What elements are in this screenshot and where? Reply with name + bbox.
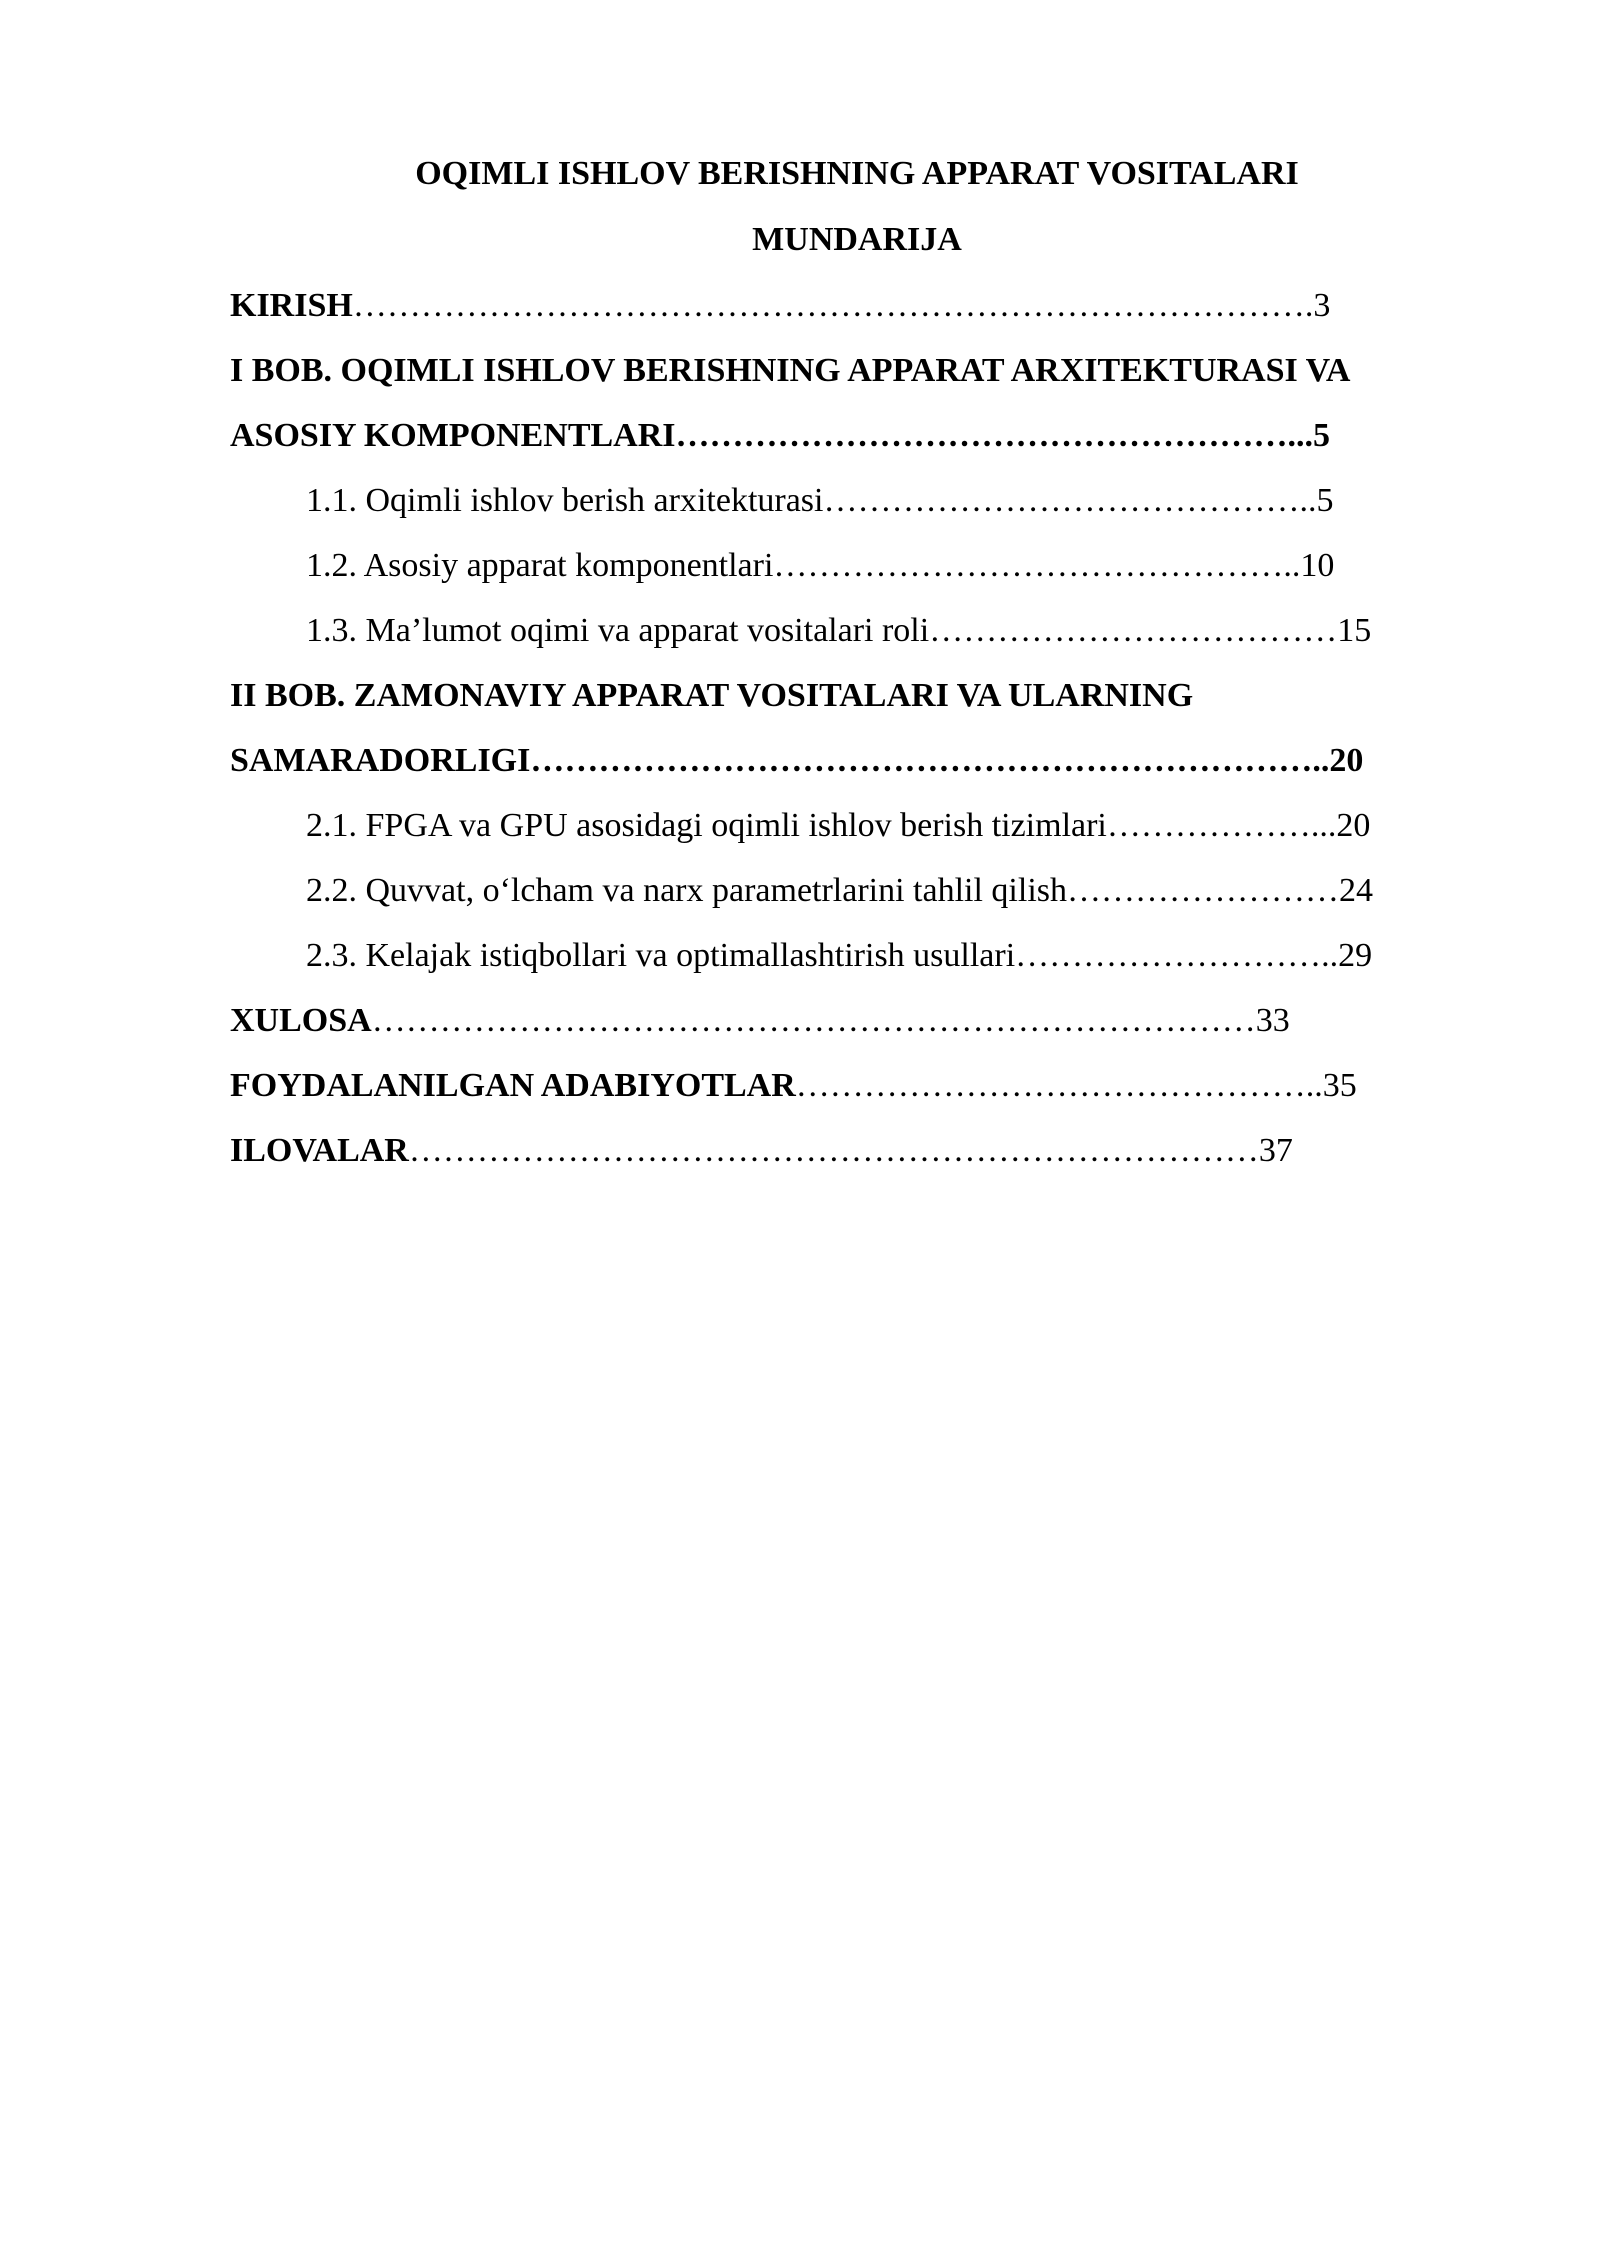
toc-entry-page: ..10 bbox=[1283, 547, 1335, 584]
toc-entry-leader: …………………………………………………………………… bbox=[371, 1002, 1256, 1039]
toc-entry-ilovalar bbox=[230, 1131, 1293, 1171]
toc-entry-page: 33 bbox=[1255, 1002, 1290, 1039]
toc-entry-kirish bbox=[230, 286, 1330, 326]
document-title: OQIMLI ISHLOV BERISHNING APPARAT VOSITALARI bbox=[415, 155, 1299, 192]
toc-entry-page: ...5 bbox=[1287, 417, 1331, 454]
toc-entry-leader: ……………… bbox=[1106, 807, 1311, 844]
toc-entry-leader: …………………… bbox=[1067, 872, 1339, 909]
toc-entry-leader: ………………………………………………………………………… bbox=[352, 287, 1305, 324]
toc-section-2-3 bbox=[306, 936, 1372, 976]
toc-entry-label: SAMARADORLIGI bbox=[230, 742, 531, 779]
toc-entry-leader: ………………………………………………………………… bbox=[408, 1132, 1259, 1169]
toc-entry-label: 1.2. Asosiy apparat komponentlari bbox=[306, 547, 774, 584]
toc-entry-page: ..5 bbox=[1299, 482, 1334, 519]
toc-entry-leader: ……………………………………… bbox=[795, 1067, 1306, 1104]
toc-chapter-1-title: I BOB. OQIMLI ISHLOV BERISHNING APPARAT ARXITEKTURASI VA bbox=[230, 352, 1351, 389]
toc-entry-page: ..35 bbox=[1305, 1067, 1357, 1104]
toc-entry-label: 1.1. Oqimli ishlov berish arxitekturasi bbox=[306, 482, 824, 519]
toc-entry-label: 1.3. Ma’lumot oqimi va apparat vositalari roli bbox=[306, 612, 930, 649]
toc-entry-page: 24 bbox=[1339, 872, 1373, 909]
toc-section-2-2 bbox=[306, 871, 1373, 911]
toc-entry-page: 37 bbox=[1258, 1132, 1293, 1169]
toc-entry-leader: ……………………………… bbox=[929, 612, 1338, 649]
toc-chapter-2-title: II BOB. ZAMONAVIY APPARAT VOSITALARI VA ULARNING bbox=[230, 677, 1194, 714]
toc-entry-leader: ……………………………………………… bbox=[675, 417, 1288, 454]
toc-entry-label: FOYDALANILGAN ADABIYOTLAR bbox=[230, 1067, 796, 1104]
toc-entry-leader: ……………………… bbox=[1015, 937, 1322, 974]
toc-entry-page: ...20 bbox=[1310, 807, 1371, 844]
toc-section-1-1 bbox=[306, 481, 1334, 521]
toc-entry-page: ..29 bbox=[1321, 937, 1373, 974]
toc-entry-xulosa bbox=[230, 1001, 1290, 1041]
toc-entry-leader: …………………………………………………………… bbox=[530, 742, 1313, 779]
toc-chapter-1-entry bbox=[230, 416, 1330, 456]
toc-entry-label: KIRISH bbox=[230, 287, 353, 324]
toc-entry-label: 2.2. Quvvat, o‘lcham va narx parametrlarini tahlil qilish bbox=[306, 872, 1067, 909]
toc-section-1-3 bbox=[306, 611, 1371, 651]
toc-entry-adabiyotlar bbox=[230, 1066, 1357, 1106]
toc-entry-page: .3 bbox=[1304, 287, 1331, 324]
toc-entry-label: ILOVALAR bbox=[230, 1132, 409, 1169]
toc-entry-label: ASOSIY KOMPONENTLARI bbox=[230, 417, 676, 454]
toc-entry-label: 2.3. Kelajak istiqbollari va optimallashtirish usullari bbox=[306, 937, 1016, 974]
toc-entry-page: ..20 bbox=[1312, 742, 1364, 779]
toc-entry-leader: …………………………………… bbox=[823, 482, 1300, 519]
toc-heading: MUNDARIJA bbox=[752, 221, 962, 258]
toc-entry-leader: ……………………………………… bbox=[773, 547, 1284, 584]
toc-section-2-1 bbox=[306, 806, 1370, 846]
toc-section-1-2 bbox=[306, 546, 1334, 586]
toc-entry-label: XULOSA bbox=[230, 1002, 372, 1039]
toc-chapter-2-entry bbox=[230, 741, 1363, 781]
toc-entry-page: 15 bbox=[1337, 612, 1372, 649]
toc-entry-label: 2.1. FPGA va GPU asosidagi oqimli ishlov berish tizimlari bbox=[306, 807, 1107, 844]
